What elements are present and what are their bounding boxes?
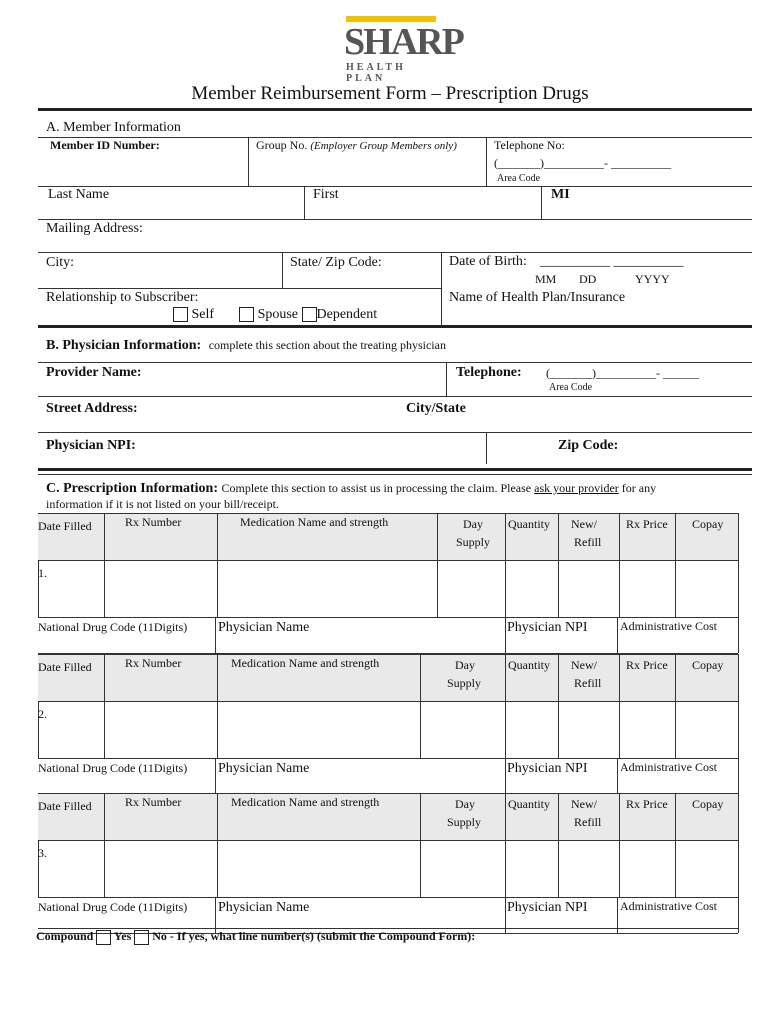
physician-name-label: Physician Name	[218, 900, 310, 915]
street-address-label: Street Address:	[46, 401, 138, 416]
col-copay: Copay	[692, 517, 724, 531]
administrative-cost-label: Administrative Cost	[620, 760, 717, 774]
col-date-filled: Date Filled	[38, 519, 92, 533]
rx-line-number: 2.	[38, 707, 47, 721]
section-c-note-b: for any	[618, 481, 657, 495]
section-c-heading	[46, 481, 656, 497]
compound-yes-checkbox[interactable]	[96, 930, 111, 945]
col-medication: Medication Name and strength	[231, 795, 380, 809]
logo-brand: SHARP	[344, 21, 463, 63]
section-c-note-a: Complete this section to assist us in processing the claim. Please	[221, 481, 535, 495]
member-id-label: Member ID Number:	[50, 138, 160, 152]
col-date-filled: Date Filled	[38, 799, 92, 813]
dob-label: Date of Birth:	[449, 254, 527, 269]
dob-dd: DD	[579, 272, 597, 286]
col-new: New/	[571, 517, 597, 531]
compound-line	[36, 929, 475, 945]
telephone-label: Telephone No:	[494, 138, 565, 152]
col-refill: Refill	[574, 815, 602, 829]
col-quantity: Quantity	[508, 658, 550, 672]
col-day: Day	[455, 658, 475, 672]
col-medication: Medication Name and strength	[231, 656, 380, 670]
ndc-label: National Drug Code (11Digits)	[38, 620, 188, 634]
physician-name-label: Physician Name	[218, 620, 310, 635]
col-rx-price: Rx Price	[626, 658, 668, 672]
physician-npi-col-label: Physician NPI	[507, 620, 588, 635]
administrative-cost-label: Administrative Cost	[620, 619, 717, 633]
city-label: City:	[46, 255, 75, 270]
dependent-checkbox[interactable]	[302, 307, 317, 322]
col-new: New/	[571, 797, 597, 811]
ndc-label: National Drug Code (11Digits)	[38, 761, 188, 775]
col-copay: Copay	[692, 658, 724, 672]
state-zip-label: State/ Zip Code:	[290, 255, 382, 270]
section-b-heading	[46, 338, 446, 354]
plan-label: Name of Health Plan/Insurance	[449, 290, 626, 305]
col-supply: Supply	[447, 676, 482, 690]
group-note: (Employer Group Members only)	[310, 140, 457, 152]
physician-telephone-label: Telephone:	[456, 365, 522, 380]
col-day: Day	[455, 797, 475, 811]
ask-provider-link: ask your provider	[534, 481, 619, 495]
col-rx-price: Rx Price	[626, 517, 668, 531]
col-supply: Supply	[456, 535, 491, 549]
col-new: New/	[571, 658, 597, 672]
self-checkbox[interactable]	[173, 307, 188, 322]
col-rx-price: Rx Price	[626, 797, 668, 811]
col-refill: Refill	[574, 535, 602, 549]
provider-name-label: Provider Name:	[46, 365, 142, 380]
physician-area-code: Area Code	[549, 382, 593, 393]
dob-mm: MM	[535, 272, 557, 286]
section-b-title: B. Physician Information:	[46, 338, 202, 353]
col-rx-number: Rx Number	[125, 656, 182, 670]
physician-npi-col-label: Physician NPI	[507, 900, 588, 915]
last-name-label: Last Name	[48, 187, 110, 202]
compound-yes-label: Yes	[113, 929, 132, 943]
self-label: Self	[191, 307, 215, 322]
compound-label: Compound	[36, 929, 94, 943]
dependent-label: Dependent	[316, 307, 378, 322]
col-medication: Medication Name and strength	[240, 515, 389, 529]
mi-label: MI	[551, 187, 570, 202]
physician-name-label: Physician Name	[218, 761, 310, 776]
col-date-filled: Date Filled	[38, 660, 92, 674]
col-quantity: Quantity	[508, 517, 550, 531]
logo-sub: HEALTH PLAN	[346, 62, 406, 84]
col-copay: Copay	[692, 797, 724, 811]
administrative-cost-label: Administrative Cost	[620, 899, 717, 913]
first-name-label: First	[313, 187, 339, 202]
col-rx-number: Rx Number	[125, 795, 182, 809]
col-quantity: Quantity	[508, 797, 550, 811]
physician-npi-label: Physician NPI:	[46, 438, 136, 453]
section-c-title: C. Prescription Information:	[46, 481, 218, 496]
page-title: Member Reimbursement Form – Prescription Drugs	[191, 83, 589, 104]
col-day: Day	[463, 517, 483, 531]
compound-no-label: No - If yes, what line number(s) (submit the Compound Form):	[152, 929, 476, 943]
section-a-heading: A. Member Information	[46, 120, 181, 135]
rx-line-number: 1.	[38, 566, 47, 580]
compound-no-checkbox[interactable]	[134, 930, 149, 945]
spouse-label: Spouse	[257, 307, 299, 322]
title-rule	[38, 108, 752, 111]
section-c-note-line2: information if it is not listed on your bill/receipt.	[46, 497, 279, 511]
physician-phone-blank[interactable]: (_______)__________- ______	[546, 366, 699, 380]
relationship-label: Relationship to Subscriber:	[46, 290, 199, 305]
telephone-blank[interactable]: (_______)__________- __________	[494, 156, 671, 170]
rx-line-number: 3.	[38, 846, 47, 860]
area-code-label: Area Code	[497, 173, 541, 184]
physician-npi-col-label: Physician NPI	[507, 761, 588, 776]
col-rx-number: Rx Number	[125, 515, 182, 529]
dob-yyyy: YYYY	[635, 272, 670, 286]
group-no-text: Group No.	[256, 138, 308, 152]
dob-blank[interactable]: __________ __________	[540, 254, 684, 269]
col-refill: Refill	[574, 676, 602, 690]
zip-code-label: Zip Code:	[558, 438, 619, 453]
mailing-address-label: Mailing Address:	[46, 221, 143, 236]
relationship-options	[173, 307, 377, 323]
logo	[340, 16, 463, 84]
city-state-label: City/State	[406, 401, 466, 416]
spouse-checkbox[interactable]	[239, 307, 254, 322]
ndc-label: National Drug Code (11Digits)	[38, 900, 188, 914]
col-supply: Supply	[447, 815, 482, 829]
group-no-label	[256, 138, 457, 153]
section-b-note: complete this section about the treating physician	[208, 338, 446, 352]
